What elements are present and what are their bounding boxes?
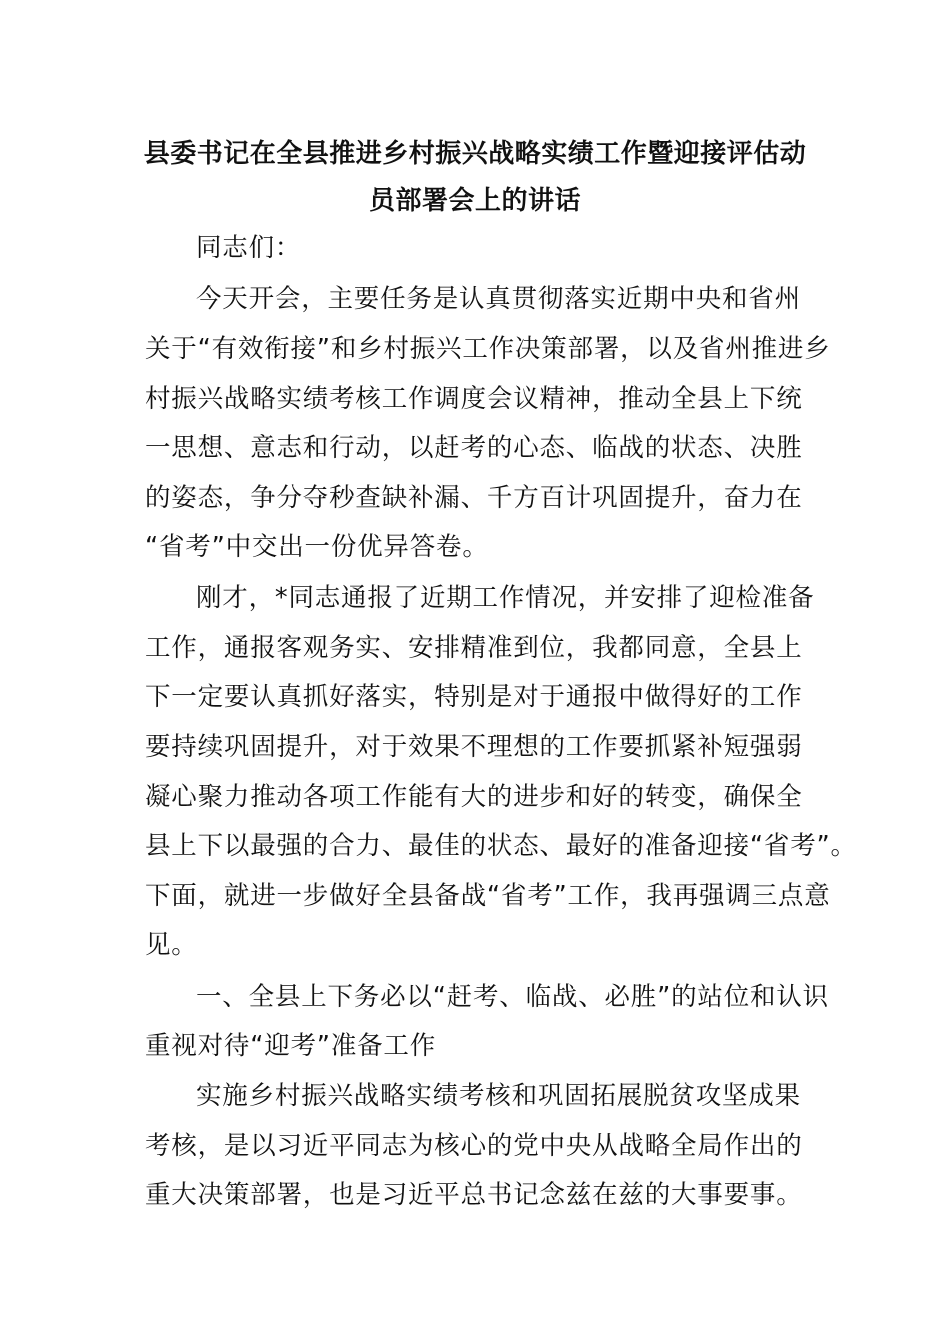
paragraph-line: 见。 [145, 930, 198, 960]
paragraph-line: 村振兴战略实绩考核工作调度会议精神，推动全县上下统 [145, 384, 803, 414]
document-title-line-2: 员部署会上的讲话 [368, 186, 581, 216]
paragraph-line: 一思想、意志和行动，以赶考的心态、临战的状态、决胜 [145, 433, 803, 463]
paragraph-line: 实施乡村振兴战略实绩考核和巩固拓展脱贫攻坚成果 [196, 1081, 801, 1111]
paragraph-line: 要持续巩固提升，对于效果不理想的工作要抓紧补短强弱 [145, 732, 803, 762]
paragraph-line: 凝心聚力推动各项工作能有大的进步和好的转变，确保全 [145, 782, 803, 812]
paragraph-line: 重大决策部署，也是习近平总书记念兹在兹的大事要事。 [145, 1180, 803, 1210]
paragraph-line: “省考”中交出一份优异答卷。 [145, 532, 489, 562]
paragraph-line: 下一定要认真抓好落实，特别是对于通报中做得好的工作 [145, 682, 803, 712]
paragraph-line: 下面，就进一步做好全县备战“省考”工作，我再强调三点意 [145, 881, 831, 911]
paragraph-line: 刚才，*同志通报了近期工作情况，并安排了迎检准备 [196, 583, 815, 613]
paragraph-line: 县上下以最强的合力、最佳的状态、最好的准备迎接“省考”。 [145, 831, 857, 861]
section-heading-line: 重视对待“迎考”准备工作 [145, 1031, 437, 1061]
paragraph-line: 今天开会，主要任务是认真贯彻落实近期中央和省州 [196, 284, 801, 314]
paragraph-line: 关于“有效衔接”和乡村振兴工作决策部署，以及省州推进乡 [145, 334, 831, 364]
document-title-line-1: 县委书记在全县推进乡村振兴战略实绩工作暨迎接评估动 [143, 139, 807, 169]
salutation: 同志们： [196, 233, 302, 263]
paragraph-line: 工作，通报客观务实、安排精准到位，我都同意，全县上 [145, 633, 803, 663]
section-heading-line: 一、全县上下务必以“赶考、临战、必胜”的站位和认识 [196, 982, 829, 1012]
paragraph-line: 的姿态，争分夺秒查缺补漏、千方百计巩固提升，奋力在 [145, 483, 803, 513]
paragraph-line: 考核，是以习近平同志为核心的党中央从战略全局作出的 [145, 1131, 803, 1161]
